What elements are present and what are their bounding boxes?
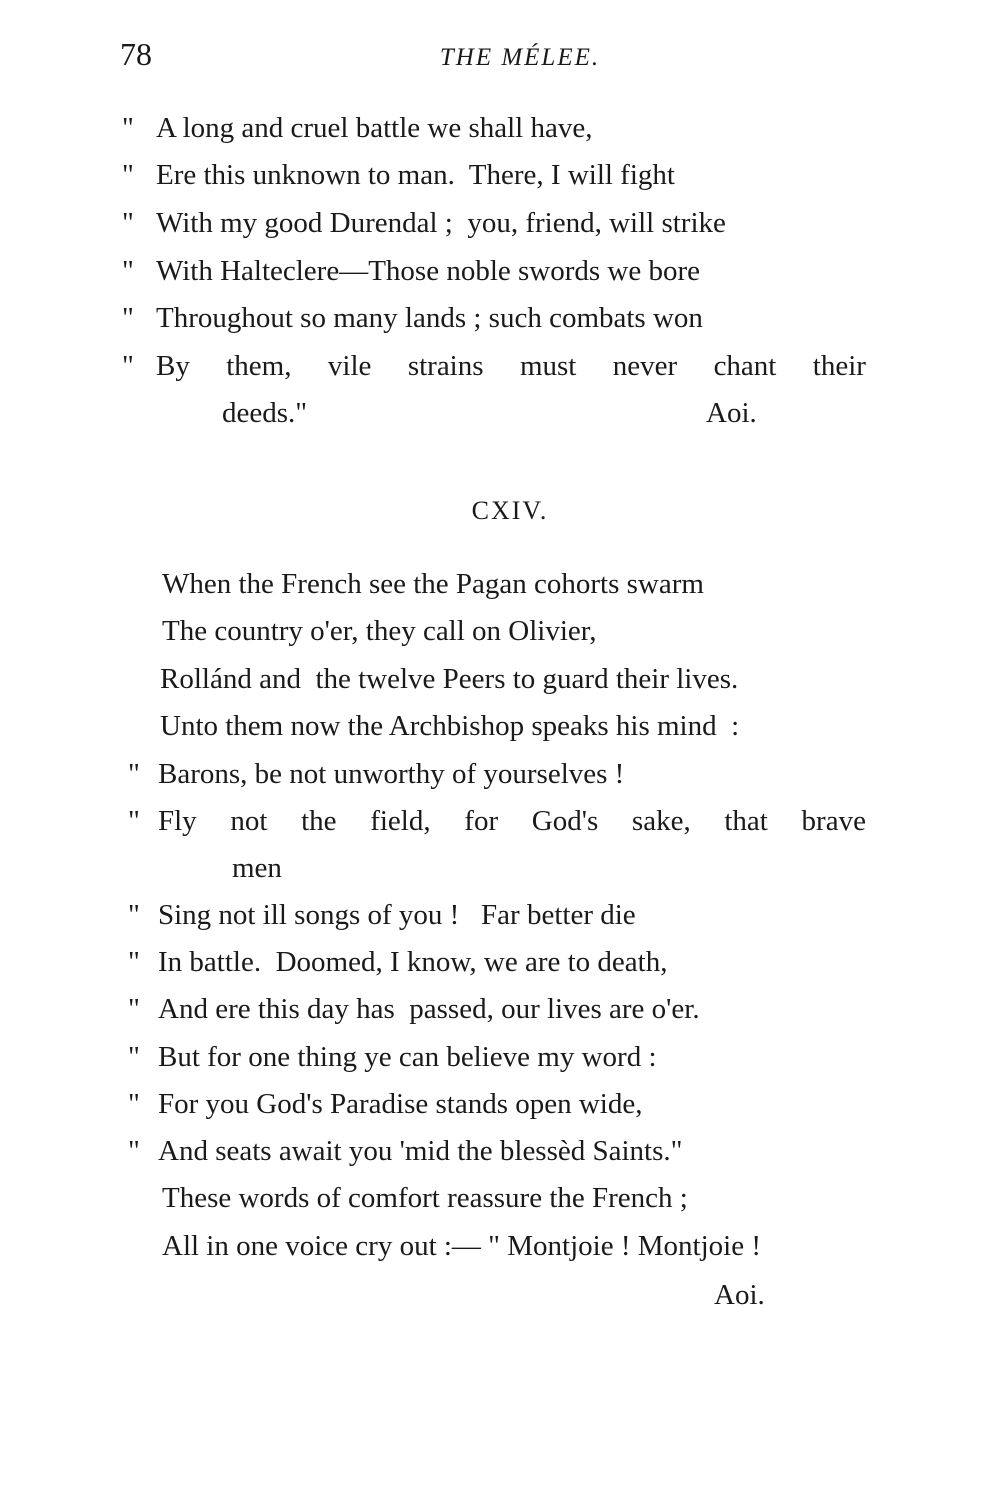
- word: for: [464, 805, 499, 837]
- verse-line: A long and cruel battle we shall have,: [156, 112, 593, 144]
- word: strains: [407, 350, 484, 382]
- quote-mark: ": [122, 112, 134, 144]
- quote-mark: ": [128, 805, 140, 837]
- verse-line: In battle. Doomed, I know, we are to death,: [158, 946, 668, 978]
- quote-mark: ": [128, 946, 140, 978]
- running-title: THE MÉLEE.: [439, 44, 601, 71]
- verse-continuation: men: [232, 852, 282, 884]
- verse-line: And seats await you 'mid the blessèd Saints.": [158, 1135, 683, 1167]
- verse-line: Unto them now the Archbishop speaks his mind :: [160, 710, 740, 742]
- verse-line-justified: [156, 348, 866, 384]
- quote-mark: ": [128, 1135, 140, 1167]
- word: not: [230, 805, 268, 837]
- section-heading: CXIV.: [471, 496, 549, 525]
- verse-line: For you God's Paradise stands open wide,: [158, 1088, 643, 1120]
- quote-mark: ": [128, 899, 140, 931]
- quote-mark: ": [128, 758, 140, 790]
- verse-line-justified: [158, 803, 866, 839]
- verse-line: All in one voice cry out :— " Montjoie ! Montjoie !: [162, 1230, 761, 1262]
- quote-mark: ": [122, 302, 134, 334]
- word: them,: [226, 350, 292, 382]
- quote-mark: ": [128, 1041, 140, 1073]
- quote-mark: ": [128, 1088, 140, 1120]
- verse-line: Barons, be not unworthy of yourselves !: [158, 758, 625, 790]
- quote-mark: ": [122, 207, 134, 239]
- word: By: [156, 350, 190, 382]
- word: that: [724, 805, 768, 837]
- word: chant: [713, 350, 777, 382]
- word: their: [812, 350, 866, 382]
- refrain-aoi: Aoi.: [714, 1279, 765, 1311]
- verse-line: With Halteclere—Those noble swords we bore: [156, 255, 701, 287]
- word: God's: [531, 805, 599, 837]
- word: must: [519, 350, 577, 382]
- refrain-aoi: Aoi.: [706, 397, 757, 429]
- word: the: [301, 805, 337, 837]
- verse-line: With my good Durendal ; you, friend, will strike: [156, 207, 726, 239]
- word: Fly: [158, 805, 197, 837]
- verse-line: These words of comfort reassure the French ;: [162, 1182, 688, 1214]
- verse-line: Sing not ill songs of you ! Far better die: [158, 899, 636, 931]
- quote-mark: ": [122, 255, 134, 287]
- word: field,: [370, 805, 431, 837]
- quote-mark: ": [122, 159, 134, 191]
- quote-mark: ": [128, 993, 140, 1025]
- verse-line: The country o'er, they call on Olivier,: [162, 615, 597, 647]
- verse-line: When the French see the Pagan cohorts swarm: [162, 568, 704, 600]
- verse-line: Throughout so many lands ; such combats won: [156, 302, 703, 334]
- verse-line: And ere this day has passed, our lives are o'er.: [158, 993, 700, 1025]
- verse-line: Ere this unknown to man. There, I will fight: [156, 159, 675, 191]
- verse-line: Rollánd and the twelve Peers to guard their lives.: [160, 663, 739, 695]
- verse-continuation: deeds.": [222, 397, 308, 429]
- quote-mark: ": [122, 350, 134, 382]
- word: never: [612, 350, 678, 382]
- page-number: 78: [120, 36, 152, 72]
- word: brave: [801, 805, 866, 837]
- word: vile: [327, 350, 372, 382]
- verse-line: But for one thing ye can believe my word :: [158, 1041, 657, 1073]
- word: sake,: [631, 805, 691, 837]
